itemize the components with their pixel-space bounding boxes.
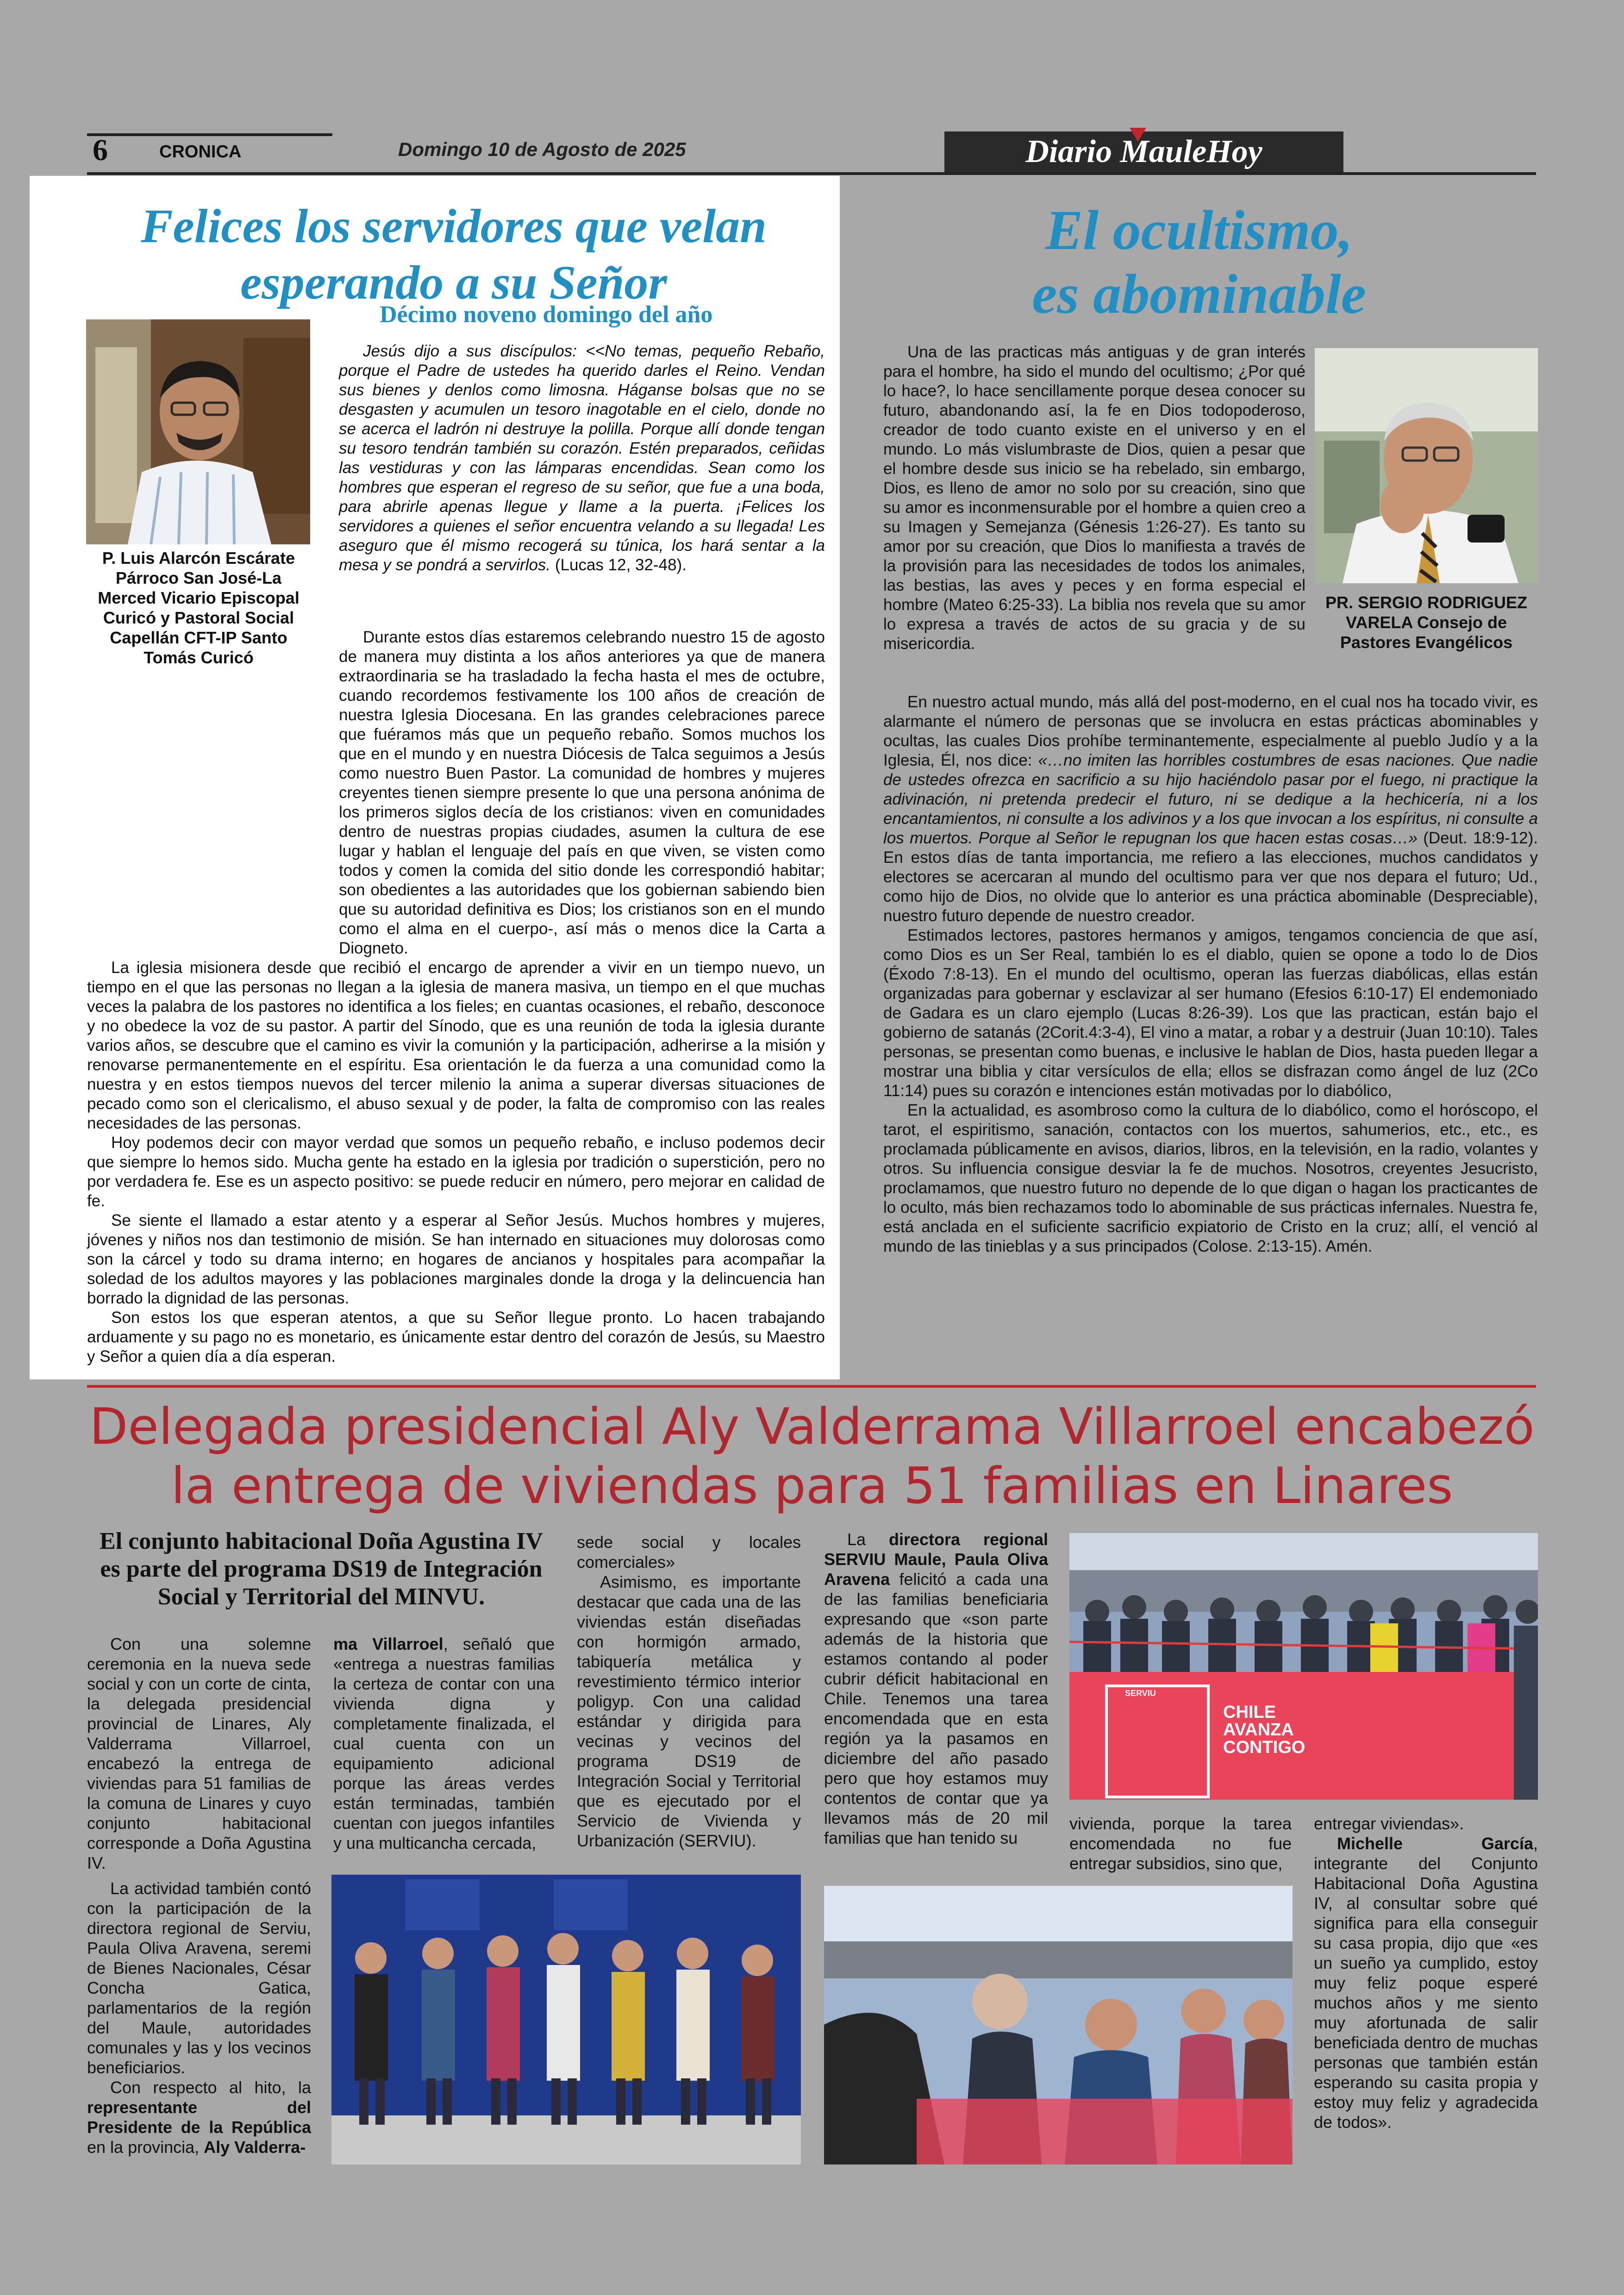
masthead-title: Diario MauleHoy (1025, 134, 1262, 169)
article3-headline-line2: la entrega de viviendas para 51 familias en Linares (171, 1457, 1453, 1515)
page-number: 6 (93, 133, 108, 167)
article3-deck: El conjunto habitacional Doña Agustina IV es parte del programa DS19 de Integración Social y Territorial del MINVU. (100, 1528, 543, 1610)
article3-column6 (1314, 1814, 1538, 2132)
chile-avanza-contigo-banner (1223, 1703, 1305, 1756)
article3-paragraph: vivienda, porque la tarea encomendada no fue entregar subsidios, sino que, (1069, 1814, 1292, 1873)
header-rule (87, 172, 1536, 175)
banner-line: CHILE (1223, 1703, 1276, 1722)
article2-paragraph: Estimados lectores, pastores hermanos y amigos, tengamos conciencia de que así, como Dios es un Ser Real, también lo es el diablo, quien se opone a todo lo de Dios (Éxodo 7:8-13). En el mundo del ocultismo, operan las fuerzas diabólicas, ellas están organizadas para gobernar y esclavizar al ser humano (Efesios 6:10-17) El endemoniado de Gadara es un claro ejemplo (Lucas 8:26-39). Los que las practican, están bajo el gobierno de satanás (2Corit.4:3-4), El vino a matar, a robar y a destruir (Juan 10:10). Tales personas, se presentan como buenas, e inclusive le hablan de Dios, hasta pueden llegar a mostrar una biblia y citar versículos de ella; ellos se disfrazan como ángel de luz (2Co 11:14) pues su corazón e intenciones están motivadas por lo diabólico, (883, 926, 1538, 1100)
deuteronomy-quote: «…no imiten las horribles costumbres de esas naciones. Que nadie de ustedes ofrezca en sacrificio a su hijo haciéndolo pasar por el fuego, ni practique la adivinación, ni pretenda predecir el futuro, ni se dedique a la hechicería, ni a los encantamientos, ni consulte a los adivinos y a los que invocan a los espíritus, ni consulte a los muertos. Porque al Señor le repugnan los que hacen estas cosas…» (883, 751, 1538, 847)
article2-intro (883, 343, 1305, 654)
article3-text: , integrante del Conjunto Habitacional Doña Agustina IV, al consultar sobre qué significa para ella conseguir su casa propia, dijo que «es un sueño ya cumplido, estoy muy feliz poque esperé muchos años y me siento muy afortunada de salir beneficiada dentro de muchas personas que también están esperando su casita propia y estoy muy feliz y agradecida de todos». (1314, 1834, 1538, 2132)
article2-text: (Deut. 18:9-12). En estos días de tanta importancia, me refiero a las elecciones, muchos candidatos y electores se acercaran al mundo del ocultismo para ver que nos depara el futuro; Ud., como hijo de Dios, no olvide que lo anterior es una práctica abominable (Despreciable), nuestro futuro depende de nuestro creador. (883, 829, 1538, 925)
article2-paragraph: En la actualidad, es asombroso como la cultura de lo diabólico, como el horóscopo, el tarot, el espiritismo, sanación, contactos con los muertos, sahumerios, etc., etc., es proclamada públicamente en avisos, diarios, libros, en la televisión, en la radio, volantes y otros. Su influencia consigue desviar la fe de muchos. Nosotros, creyentes Jesucristo, proclamamos, que nuestro futuro no depende de lo que digan o hagan los practicantes de lo oculto, más bien rechazamos todo lo abominable de sus prácticas infernales. Nuestra fe, está anclada en el suficiente sacrificio expiatorio de Cristo en la cruz; allí, el venció al mundo de las tinieblas y a sus principados (Colose. 2:13-15). Amén. (883, 1101, 1538, 1255)
masthead-accent (1130, 128, 1146, 142)
article3-column2 (333, 1634, 555, 1853)
article3-headline-line1: Delegada presidencial Aly Valderrama Villarroel encabezó (89, 1398, 1535, 1456)
handshake-photo (824, 1886, 1293, 2164)
article1-title: Felices los servidores que velan esperando a su Señor (141, 200, 767, 309)
section-label: CRONICA (159, 142, 242, 162)
article3-bold: directora regional SERVIU Maule, Paula Oliva Aravena (824, 1530, 1048, 1589)
serviu-logo-label: SERVIU (1125, 1689, 1156, 1698)
article3-text: , señaló que «entrega a nuestras familias la certeza de contar con una vivienda digna y completamente finalizada, el cual cuenta con un equipamiento adicional porque las áreas verdes están terminadas, también cuentan con juegos infantiles y una multicancha cercada, (333, 1634, 555, 1852)
article3-bold: ma Villarroel (333, 1634, 443, 1653)
article2-title-line1: El ocultismo, (1045, 199, 1353, 262)
gospel-reference: (Lucas 12, 32-48). (550, 556, 687, 574)
article3-paragraph (87, 2077, 311, 2157)
article3-column1-lower (87, 1878, 311, 2157)
group-photo (331, 1875, 801, 2164)
article1-paragraph: Se siente el llamado a estar atento y a esperar al Señor Jesús. Muchos hombres y mujeres, jóvenes y niños nos dan testimonio de misión. Se han internado en situaciones muy dolorosas como son la cárcel y todo su drama interno; en hogares de ancianos y hospitales para acompañar la soledad de los adultos mayores y las poblaciones marginales donde la droga y la delincuencia han borrado la dignidad de las personas. (87, 1211, 825, 1307)
gospel-quote: Jesús dijo a sus discípulos: <<No temas, pequeño Rebaño, porque el Padre de ustedes ha querido darles el Reino. Vendan sus bienes y denlos como limosna. Háganse bolsas que no se desgasten y acumulen un tesoro inagotable en el cielo, donde no se acerca el ladrón ni destruye la polilla. Porque allí donde tengan su tesoro tendrán también su corazón. Estén preparados, ceñidas las vestiduras y con las lámparas encendidas. Sean como los hombres que esperan el regreso de su señor, que fue a una boda, para abrirle apenas llegue y llame a la puerta. ¡Felices los servidores a quienes el señor encuentra velando a su llegada! Les aseguro que él mismo recogerá su túnica, los hará sentar a la mesa y se pondrá a servirlos. (339, 342, 825, 574)
article3-paragraph: sede social y locales comerciales» (577, 1533, 801, 1572)
article1-subtitle: Décimo noveno domingo del año (380, 301, 713, 328)
article3-paragraph: Con una solemne ceremonia en la nueva sede social y con un corte de cinta, la delegada presidencial provincial de Linares, Aly Valderrama Villarroel, encabezó la entrega de viviendas para 51 familias de la comuna de Linares y cuyo conjunto habitacional corresponde a Doña Agustina IV. (87, 1634, 311, 1872)
banner-line: AVANZA (1223, 1720, 1294, 1740)
article3-column5 (1069, 1814, 1292, 1873)
article3-text: La (847, 1530, 889, 1549)
ribbon-cutting-photo (1069, 1533, 1538, 1800)
article3-text: en la provincia, (87, 2138, 204, 2157)
article3-column4 (824, 1529, 1048, 1848)
article2-paragraph (883, 692, 1538, 926)
article2-text: En nuestro actual mundo, más allá del post-moderno, en el cual nos ha tocado vivir, es alarmante el número de personas que se involucra en estas prácticas abominables y ocultas, las cuales Dios prohíbe terminantemente, especialmente al pueblo Judío y a la Iglesia, Él, nos dice: (883, 693, 1538, 769)
article3-paragraph: Asimismo, es importante destacar que cada una de las viviendas están diseñadas con hormigón armado, tabiquería metálica y revestimiento térmico interior poligyp. Con una calidad estándar y dirigida para vecinas y vecinos del programa DS19 de Integración Social y Territorial que es ejecutado por el Servicio de Vivienda y Urbanización (SERVIU). (577, 1572, 801, 1850)
article3-paragraph (1314, 1834, 1538, 2132)
article1-paragraph: Durante estos días estaremos celebrando nuestro 15 de agosto de manera muy distinta a los años anteriores ya que de manera extraordinaria se ha trasladado la fecha hasta el mes de octubre, cuando recordemos festivamente los 100 años de creación de nuestra Iglesia Diocesana. En las grandes celebraciones parece que fuéramos más que un pequeño rebaño. Somos muchos los que en el mundo y en nuestra Diócesis de Talca seguimos a Jesús como nuestro Buen Pastor. La comunidad de hombres y mujeres creyentes tienen siempre presente lo que una persona anónima de los primeros siglos decía de los cristianos: viven en comunidades dentro de nuestras propias ciudades, asumen la cultura de ese lugar y hablan el lenguaje del país en que viven, se visten como todos y comen la comida del sitio donde les correspondió habitar; son obedientes a las autoridades que los gobiernan sabiendo bien que su autoridad definitiva es Dios; los cristianos son en el mundo como el alma en el cuerpo-, así más o menos dice la Carta a Diogneto. (339, 628, 825, 957)
article2-title-line2: es abominable (1032, 263, 1366, 325)
header-rule-left (87, 133, 332, 136)
article3-column3 (577, 1532, 801, 1851)
article1-body (87, 628, 825, 1366)
pastor-caption: PR. SERGIO RODRIGUEZ VARELA Consejo de Pastores Evangélicos (1325, 593, 1528, 652)
section-divider (87, 1385, 1536, 1388)
article3-column1 (87, 1634, 311, 1873)
article1-quote-block (339, 342, 825, 575)
article1-paragraph: Hoy podemos decir con mayor verdad que somos un pequeño rebaño, e incluso podemos decir que siempre lo hemos sido. Mucha gente ha estado en la iglesia por tradición o superstición, pero no por verdadera fe. Ese es un aspecto positivo: se puede reducir en número, pero mejorar en calidad de fe. (87, 1134, 825, 1210)
issue-date: Domingo 10 de Agosto de 2025 (398, 138, 686, 160)
article3-bold: Michelle García (1337, 1834, 1533, 1853)
article3-paragraph (333, 1634, 555, 1853)
article3-paragraph (824, 1529, 1048, 1848)
priest-portrait-photo (86, 319, 310, 544)
pastor-portrait-photo (1315, 348, 1538, 583)
priest-caption: P. Luis Alarcón Escárate Párroco San José-La Merced Vicario Episcopal Curicó y Pastoral Social Capellán CFT-IP Santo Tomás Curicó (98, 549, 300, 667)
article2-body (883, 692, 1538, 1256)
article3-bold: representante del Presidente de la República (87, 2098, 311, 2137)
article1-paragraph: La iglesia misionera desde que recibió el encargo de aprender a vivir en un tiempo nuevo, un tiempo en el que las personas no llegan a la iglesia de manera masiva, un tiempo en el que muchas veces la palabra de los pastores no identifica a los fieles; en cuantas ocasiones, el rebaño, desconoce y no obedece la voz de su pastor. A partir del Sínodo, que es una reunión de toda la iglesia durante varios años, se descubre que el camino es vivir la comunión y la participación, adherirse a la misión y renovarse permanentemente en el espíritu. Esa orientación le da fuerza a una comunidad como la nuestra y en estos tiempos nuevos del tercer milenio la anima a superar diversas situaciones de pecado como son el clericalismo, el abuso sexual y de poder, la falta de compromiso con las reales necesidades de las personas. (87, 959, 825, 1132)
banner-line: CONTIGO (1223, 1738, 1305, 1757)
article2-paragraph: Una de las practicas más antiguas y de gran interés para el hombre, ha sido el mundo del ocultismo; ¿Por qué lo hace?, lo hace sencillamente porque desea conocer su futuro, abandonando así, la fe en Dios todopoderoso, creador de todo cuanto existe en el universo y en el mundo. Lo más vislumbraste de Dios, quien a pesar que el hombre desde sus inicio se ha rebelado, sin embargo, Dios, es lleno de amor no solo por su creación, sino que su amor es inconmensurable por el hombre a quien creo a su Imagen y Semejanza (Génesis 1:26-27). Es tanto su amor por su creación, que Dios lo manifiesta a través de la provisión para las necesidades de todos los animales, las bestias, las aves y peces y en forma especial el hombre (Mateo 6:25-33). La biblia nos revela que su amor lo expresa a través de actos de su gracia y de su misericordia. (883, 343, 1305, 653)
article1-paragraph: Son estos los que esperan atentos, a que su Señor llegue pronto. Lo hacen trabajando arduamente y su pago no es monetario, es únicamente estar dentro del corazón de Jesús, su Maestro y Señor a quien día a día esperan. (87, 1309, 825, 1366)
article3-text: felicitó a cada una de las familias beneficiaria expresando que «son parte además de la historia que estamos contando al poder cubrir déficit habitacional en Chile. Tenemos una tarea encomendada que en esta región ya la pasamos en diciembre del año pasado pero que hoy estamos muy contentos de contar que ya llevamos más de 20 mil familias que han tenido su (824, 1570, 1048, 1847)
article3-bold: Aly Valderra- (204, 2138, 306, 2157)
article3-paragraph: entregar viviendas». (1314, 1814, 1464, 1833)
article3-text: Con respecto al hito, la (110, 2078, 311, 2097)
article3-paragraph: La actividad también contó con la participación de la directora regional de Serviu, Paula Oliva Aravena, seremi de Bienes Nacionales, César Concha Gatica, parlamentarios de la región del Maule, autoridades comunales y las y los vecinos beneficiarios. (87, 1879, 311, 2077)
